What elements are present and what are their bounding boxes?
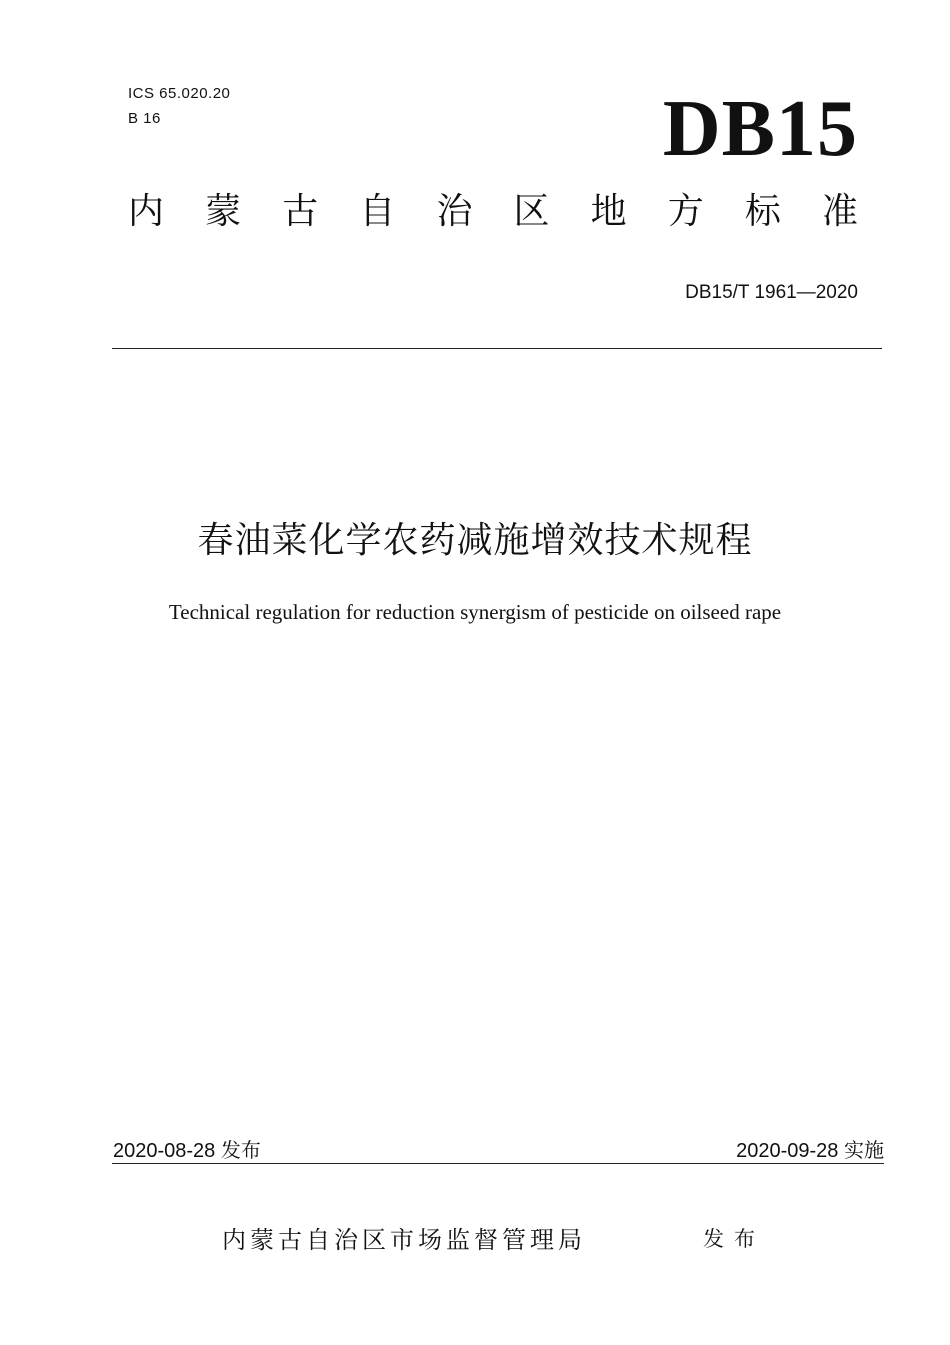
standard-type-char: 蒙 xyxy=(205,191,242,232)
standard-type-char: 准 xyxy=(821,191,858,232)
standard-type-heading xyxy=(128,190,858,234)
top-divider xyxy=(112,348,882,349)
implementation-date: 2020-09-28 实施 xyxy=(736,1140,884,1162)
ccs-code: B 16 xyxy=(128,110,161,127)
publisher-name: 内蒙古自治区市场监督管理局 xyxy=(222,1226,586,1254)
standard-type-char: 方 xyxy=(667,191,704,232)
standard-type-char: 内 xyxy=(128,191,165,232)
title-chinese: 春油菜化学农药减施增效技术规程 xyxy=(197,520,753,561)
standard-type-char: 古 xyxy=(282,191,319,232)
standard-type-char: 治 xyxy=(436,191,473,232)
standard-logo: DB15 xyxy=(662,85,858,173)
publish-label: 发布 xyxy=(703,1227,765,1251)
standard-type-char: 区 xyxy=(513,191,550,232)
standard-type-char: 自 xyxy=(359,191,396,232)
standard-type-char: 地 xyxy=(590,191,627,232)
ics-code: ICS 65.020.20 xyxy=(128,85,231,102)
standard-number: DB15/T 1961—2020 xyxy=(685,282,858,303)
bottom-divider xyxy=(112,1163,884,1164)
standard-type-char: 标 xyxy=(744,191,781,232)
title-english: Technical regulation for reduction synergism of pesticide on oilseed rape xyxy=(168,600,782,624)
issue-date: 2020-08-28 发布 xyxy=(113,1140,261,1162)
